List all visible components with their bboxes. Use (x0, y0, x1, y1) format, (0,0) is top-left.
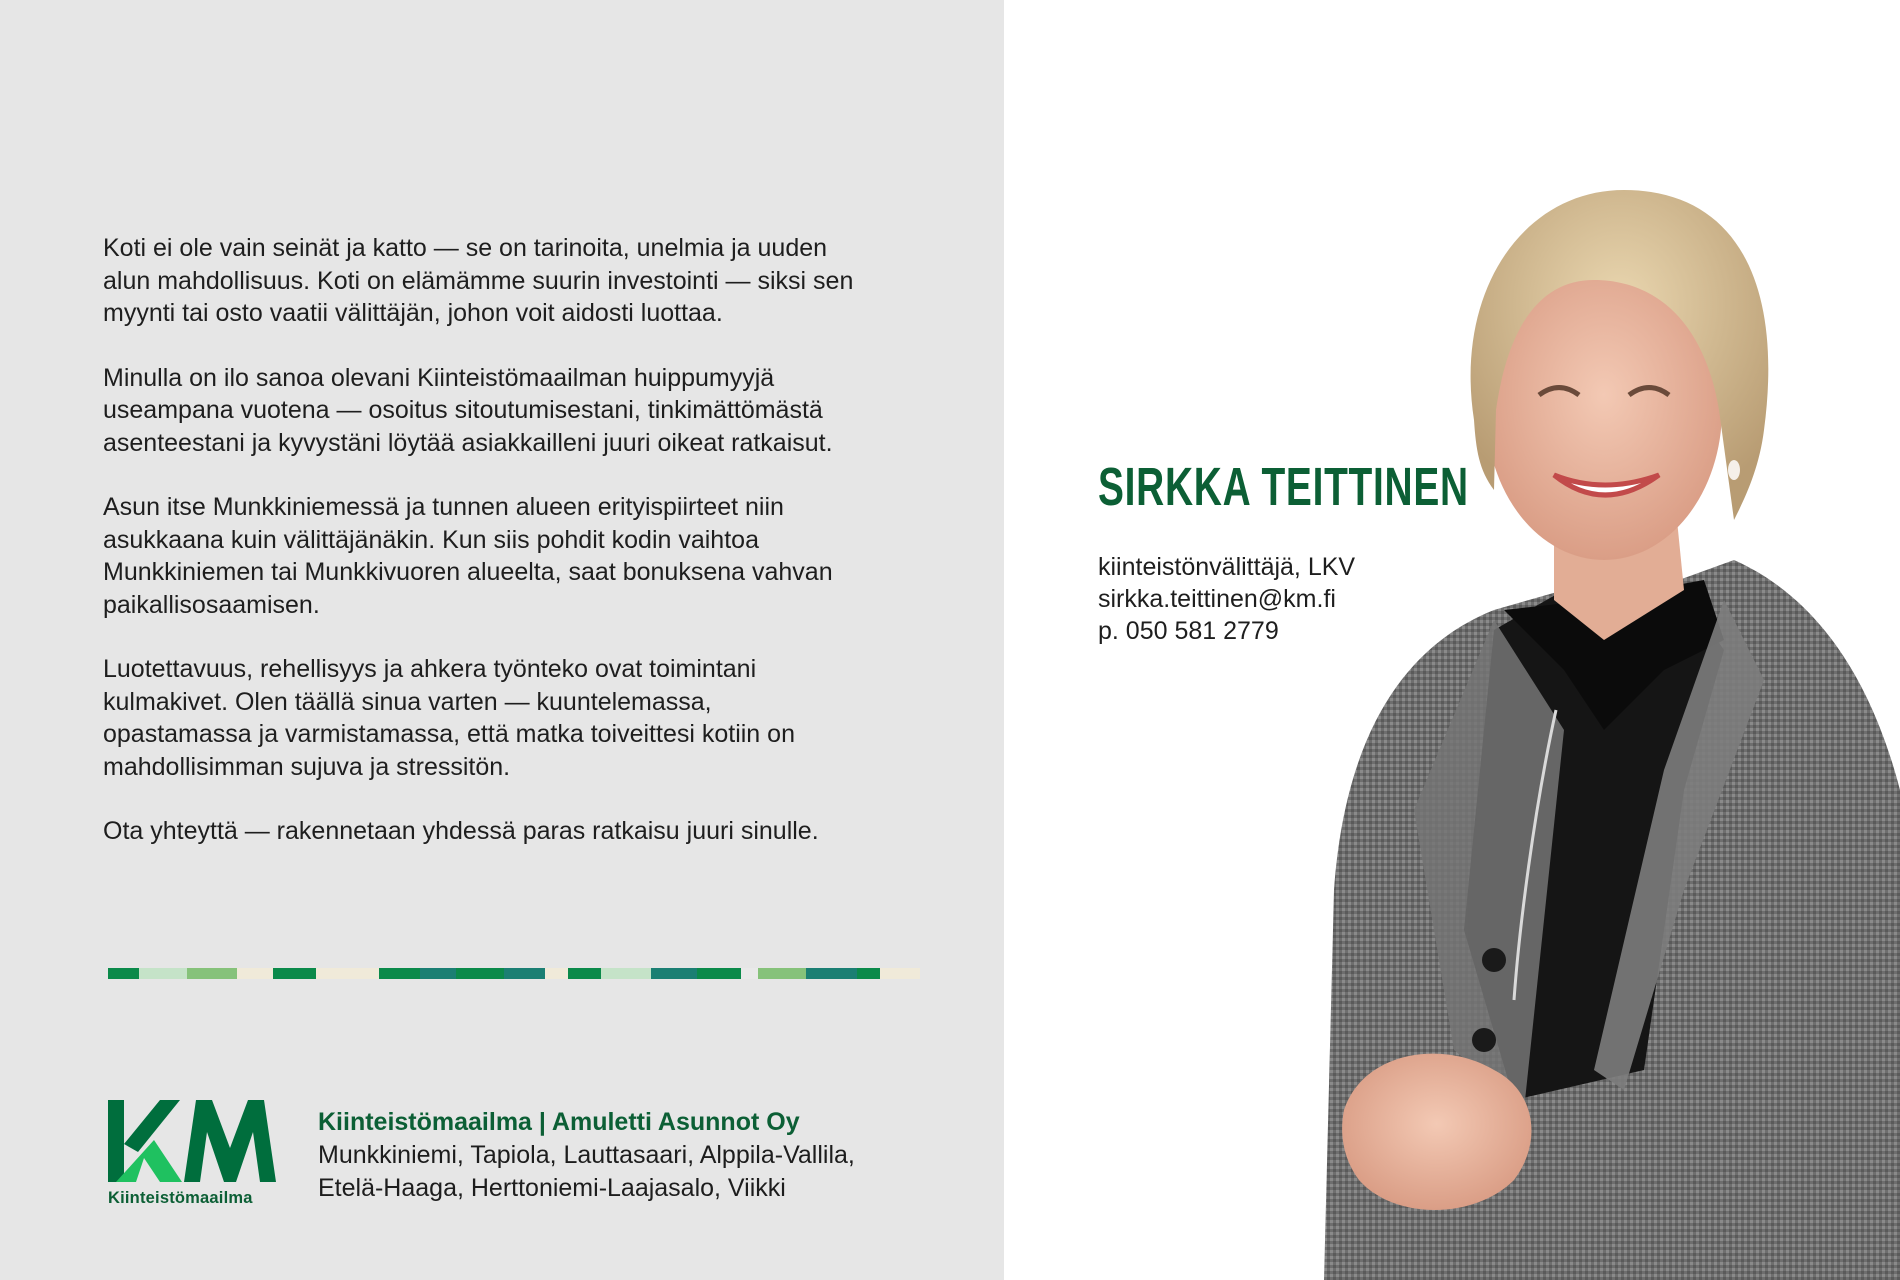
company-name: Kiinteistömaailma | Amuletti Asunnot Oy (318, 1108, 800, 1136)
hands (1342, 1054, 1531, 1210)
company-info (318, 1106, 855, 1205)
stripe-segment (806, 968, 856, 979)
stripe-segment (237, 968, 274, 979)
intro-paragraph-3: Asun itse Munkkiniemessä ja tunnen alueen erityispiirteet niin asukkaana kuin välittäjänäkin. Kun siis pohdit kodin vaihtoa Munkkiniemen tai Munkkivuoren alueelta, saat bonuksena vahvan paikallisosaamisen. (103, 493, 833, 619)
agent-name: SIRKKA TEITTINEN (1098, 457, 1469, 517)
decorative-stripe (108, 968, 920, 979)
agent-title: kiinteistönvälittäjä, LKV (1098, 553, 1356, 581)
stripe-segment (420, 968, 457, 979)
stripe-segment (651, 968, 697, 979)
agent-email[interactable]: sirkka.teittinen@km.fi (1098, 585, 1336, 613)
intro-paragraph-5: Ota yhteyttä — rakennetaan yhdessä paras ratkaisu juuri sinulle. (103, 817, 819, 845)
company-offices-line-1: Munkkiniemi, Tapiola, Lauttasaari, Alppila-Vallila, (318, 1141, 855, 1169)
stripe-segment (273, 968, 315, 979)
jacket-button-1 (1482, 948, 1506, 972)
stripe-segment (857, 968, 880, 979)
stripe-segment (697, 968, 741, 979)
km-logo-k-stem (108, 1100, 124, 1182)
stripe-segment (456, 968, 504, 979)
intro-paragraph-1: Koti ei ole vain seinät ja katto — se on tarinoita, unelmia ja uuden alun mahdollisuus. Koti on elämämme suurin investointi — siksi sen myynti tai osto vaatii välittäjän, johon voit aidosti luottaa. (103, 234, 854, 327)
stripe-segment (187, 968, 237, 979)
km-logo-m (184, 1100, 276, 1182)
stripe-segment (601, 968, 651, 979)
earring (1728, 460, 1740, 480)
agent-phone[interactable]: p. 050 581 2779 (1098, 617, 1279, 645)
km-logo-wordmark: Kiinteistömaailma (108, 1189, 253, 1207)
agent-portrait (1264, 170, 1900, 1280)
stripe-segment (880, 968, 920, 979)
company-offices-line-2: Etelä-Haaga, Herttoniemi-Laajasalo, Viikki (318, 1174, 786, 1202)
intro-text (103, 232, 943, 880)
agent-contact (1098, 551, 1355, 647)
stripe-segment (741, 968, 758, 979)
stripe-segment (504, 968, 544, 979)
jacket-button-2 (1472, 1028, 1496, 1052)
stripe-segment (379, 968, 419, 979)
intro-paragraph-2: Minulla on ilo sanoa olevani Kiinteistömaailman huippumyyjä useampana vuotena — osoitus sitoutumisestani, tinkimättömästä asenteestani ja kyvystäni löytää asiakkailleni juuri oikeat ratkaisut. (103, 363, 833, 457)
stripe-segment (545, 968, 568, 979)
stripe-segment (316, 968, 380, 979)
stripe-segment (108, 968, 139, 979)
stripe-segment (758, 968, 806, 979)
intro-paragraph-4: Luotettavuus, rehellisyys ja ahkera työnteko ovat toimintani kulmakivet. Olen täällä sinua varten — kuuntelemassa, opastamassa ja varmistamassa, että matka toiveittesi kotiin on mahdollisimman sujuva ja stressitön. (103, 655, 795, 781)
stripe-segment (139, 968, 187, 979)
stripe-segment (568, 968, 601, 979)
right-panel (1004, 0, 1900, 1280)
km-logo-k-lower-arm (116, 1140, 182, 1182)
